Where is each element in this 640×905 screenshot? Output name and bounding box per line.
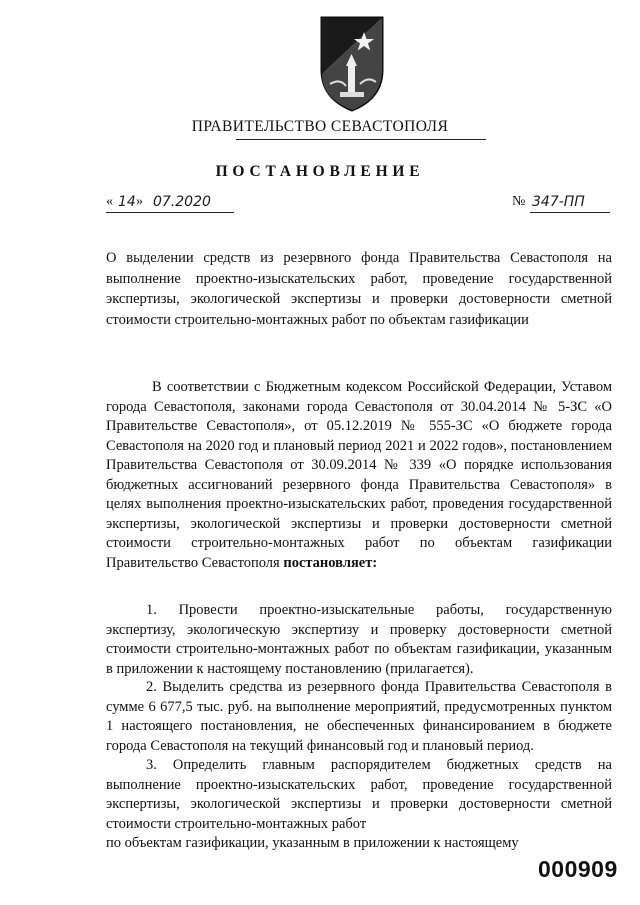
intro-text: В соответствии с Бюджетным кодексом Российской Федерации, Уставом города Севастополя, законами города Севастополя от 30.04.2014 № 5-ЗС «О Правительстве Севастополя», от 05.12.2019 № 555-ЗС «О бюджете города Севастополя на 2020 год и плановый период 2021 и 2022 годов», постановлением Правительства Севастополя от 30.09.2014 № 339 «О порядке использования бюджетных ассигнований резервного фонда Правительства Севастополя» в целях выполнения проектно-изыскательских работ, проведения государственной экспертизы, экологической экспертизы и проверки достоверности сметной стоимости строительно-монтажных работ по объектам газификации Правительство Севастополя <box>106 379 612 571</box>
intro-resolves: постановляет: <box>283 554 378 571</box>
date-open-quote: « <box>106 194 113 209</box>
item-1-paragraph: 1. Провести проектно-изыскательные работы, государственную экспертизу, экологическую экспертизу и проверку достоверности сметной стоимости строительно-монтажных работ по объектам газификации, указанным в приложении к настоящему постановлению (прилагается). <box>106 602 612 677</box>
document-type-title: ПОСТАНОВЛЕНИЕ <box>215 163 425 180</box>
date-month-year: 07.2020 <box>153 194 211 210</box>
organization-name: ПРАВИТЕЛЬСТВО СЕВАСТОПОЛЯ <box>191 118 449 135</box>
date-close-quote: » <box>136 194 143 209</box>
document-number <box>512 192 612 216</box>
number-value: 347-ПП <box>532 194 585 210</box>
number-sign: № <box>512 194 526 209</box>
item-2-paragraph: 2. Выделить средства из резервного фонда Правительства Севастополя в сумме 6 677,5 тыс. руб. на выполнение мероприятий, предусмотренных пунктом 1 настоящего постановления, не обеспеченных финансированием в бюджете города Севастополя на текущий финансовый год и плановый период. <box>106 679 612 754</box>
date-day: 14 <box>118 194 136 210</box>
date-underline <box>106 212 234 213</box>
number-underline <box>530 212 610 213</box>
item-3-paragraph: 3. Определить главным распорядителем бюджетных средств на выполнение проектно-изыскательских работ, проведение государственной экспертизы, экологической экспертизы и проверки достоверности сметной стоимости строительно-монтажных работ <box>106 757 612 832</box>
serial-number: 000909 <box>538 856 618 882</box>
organization-underline <box>236 139 486 140</box>
intro-paragraph <box>106 378 612 573</box>
document-date <box>106 192 236 216</box>
item-3-continuation: по объектам газификации, указанным в приложении к настоящему <box>106 835 519 851</box>
document-subject: О выделении средств из резервного фонда Правительства Севастополя на выполнение проектно-изыскательских работ, проведение государственной экспертизы, экологической экспертизы и проверки достоверности сметной стоимости строительно-монтажных работ по объектам газификации <box>106 250 612 328</box>
sevastopol-coat-of-arms-icon <box>316 14 388 112</box>
